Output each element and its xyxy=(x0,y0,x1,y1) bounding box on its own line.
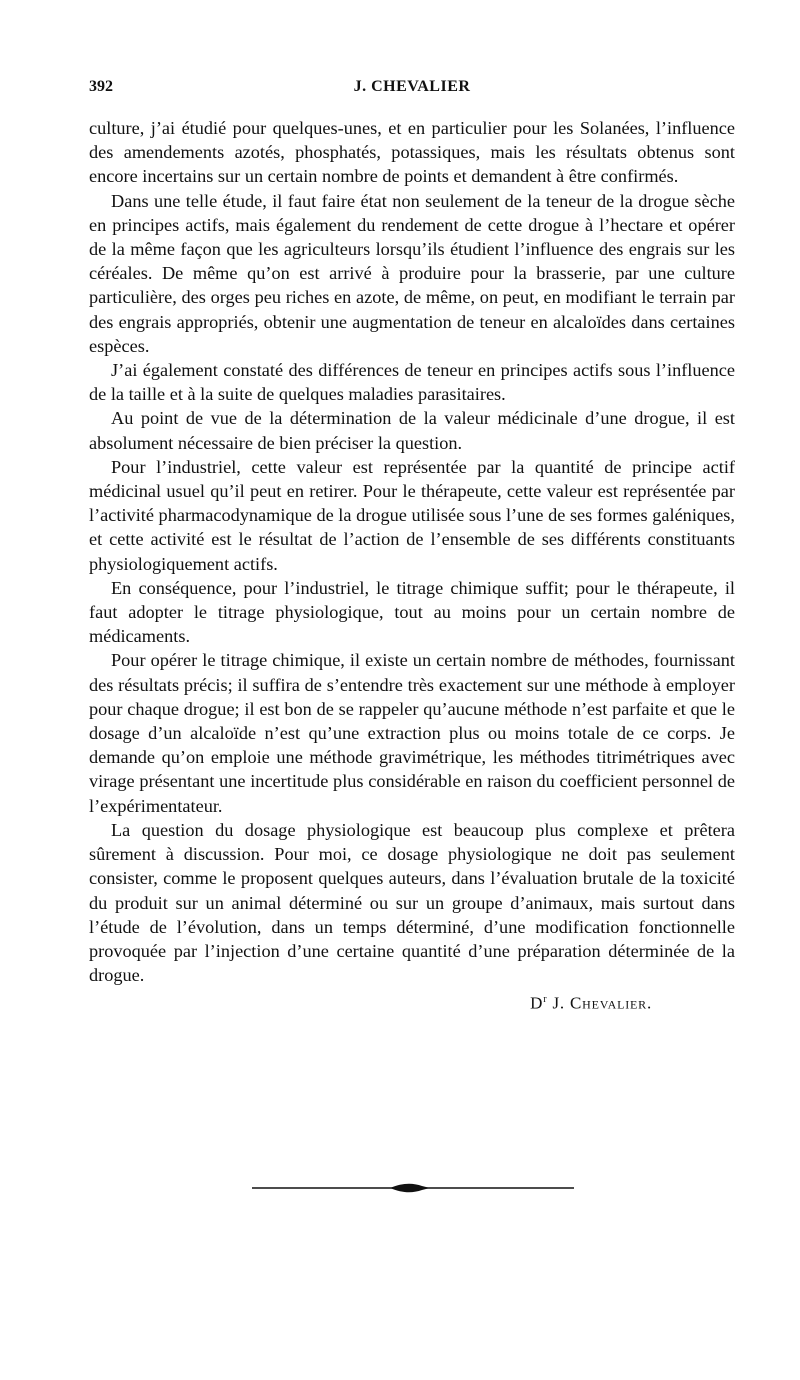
running-title: J. CHEVALIER xyxy=(353,78,471,95)
paragraph: Pour opérer le titrage chimique, il existe un certain nombre de méthodes, fournissant des résultats précis; il suffira de s’entendre très exactement sur une méthode à employer pour chaque drogue; il est bon de se rappeler qu’aucune méthode n’est parfaite et que le dosage d’un alcaloïde n’est qu’une extraction plus ou moins totale de ce corps. Je demande qu’on emploie une méthode gravimétrique, les méthodes titrimétriques avec virage présentant une incertitude plus considérable en raison du coefficient personnel de l’expérimentateur. xyxy=(89,650,735,816)
paragraph: Au point de vue de la détermination de la valeur médicinale d’une drogue, il est absolument nécessaire de bien préciser la question. xyxy=(89,408,735,453)
paragraph: J’ai également constaté des différences de teneur en principes actifs sous l’influence de la taille et à la suite de quelques maladies parasitaires. xyxy=(89,360,735,405)
page xyxy=(89,78,735,1017)
paragraph: La question du dosage physiologique est beaucoup plus complexe et prêtera sûrement à discussion. Pour moi, ce dosage physiologique ne doit pas seulement consister, comme le proposent quelques auteurs, dans l’évaluation brutale de la toxicité du produit sur un animal déterminé ou sur un groupe d’animaux, mais surtout dans l’étude de l’évolution, dans un temps déterminé, d’une modification fonctionnelle provoquée par l’injection d’une certaine quantité d’une préparation déterminée de la drogue. xyxy=(89,819,735,986)
paragraph: Dans une telle étude, il faut faire état non seulement de la teneur de la drogue sèche en principes actifs, mais également du rendement de cette drogue à l’hectare et opérer de la même façon que les agriculteurs lorsqu’ils étudient l’influence des engrais sur les céréales. De même qu’on est arrivé à produire pour la brasserie, par une culture particulière, des orges peu riches en azote, de même, on peut, en modifiant le terrain par des engrais appropriés, obtenir une augmentation de teneur en alcaloïdes dans certaines espèces. xyxy=(89,190,735,356)
page-number: 392 xyxy=(89,78,113,95)
paragraph-continuation: culture, j’ai étudié pour quelques-unes, et en particulier pour les Solanées, l’influence des amendements azotés, phosphatés, potassiques, mais les résultats obtenus sont encore incertains sur un certain nombre de points et demandent à être confirmés. xyxy=(89,118,735,187)
signature-name: J. Chevalier. xyxy=(552,993,652,1013)
article-body xyxy=(89,116,735,987)
page-header xyxy=(89,78,735,108)
section-end-rule-icon xyxy=(252,1181,574,1195)
author-signature xyxy=(89,987,735,1017)
signature-title-sup: r xyxy=(543,994,548,1006)
signature-title: D xyxy=(530,993,544,1013)
paragraph: Pour l’industriel, cette valeur est représentée par la quantité de principe actif médicinal usuel qu’il peut en retirer. Pour le thérapeute, cette valeur est représentée par l’activité pharmacodynamique de la drogue utilisée sous l’une de ses formes galéniques, et cette activité est le résultat de l’action de l’ensemble de ses différents constituants physiologiquement actifs. xyxy=(89,456,735,574)
paragraph: En conséquence, pour l’industriel, le titrage chimique suffit; pour le thérapeute, il faut adopter le titrage physiologique, tout au moins pour un certain nombre de médicaments. xyxy=(89,577,735,647)
